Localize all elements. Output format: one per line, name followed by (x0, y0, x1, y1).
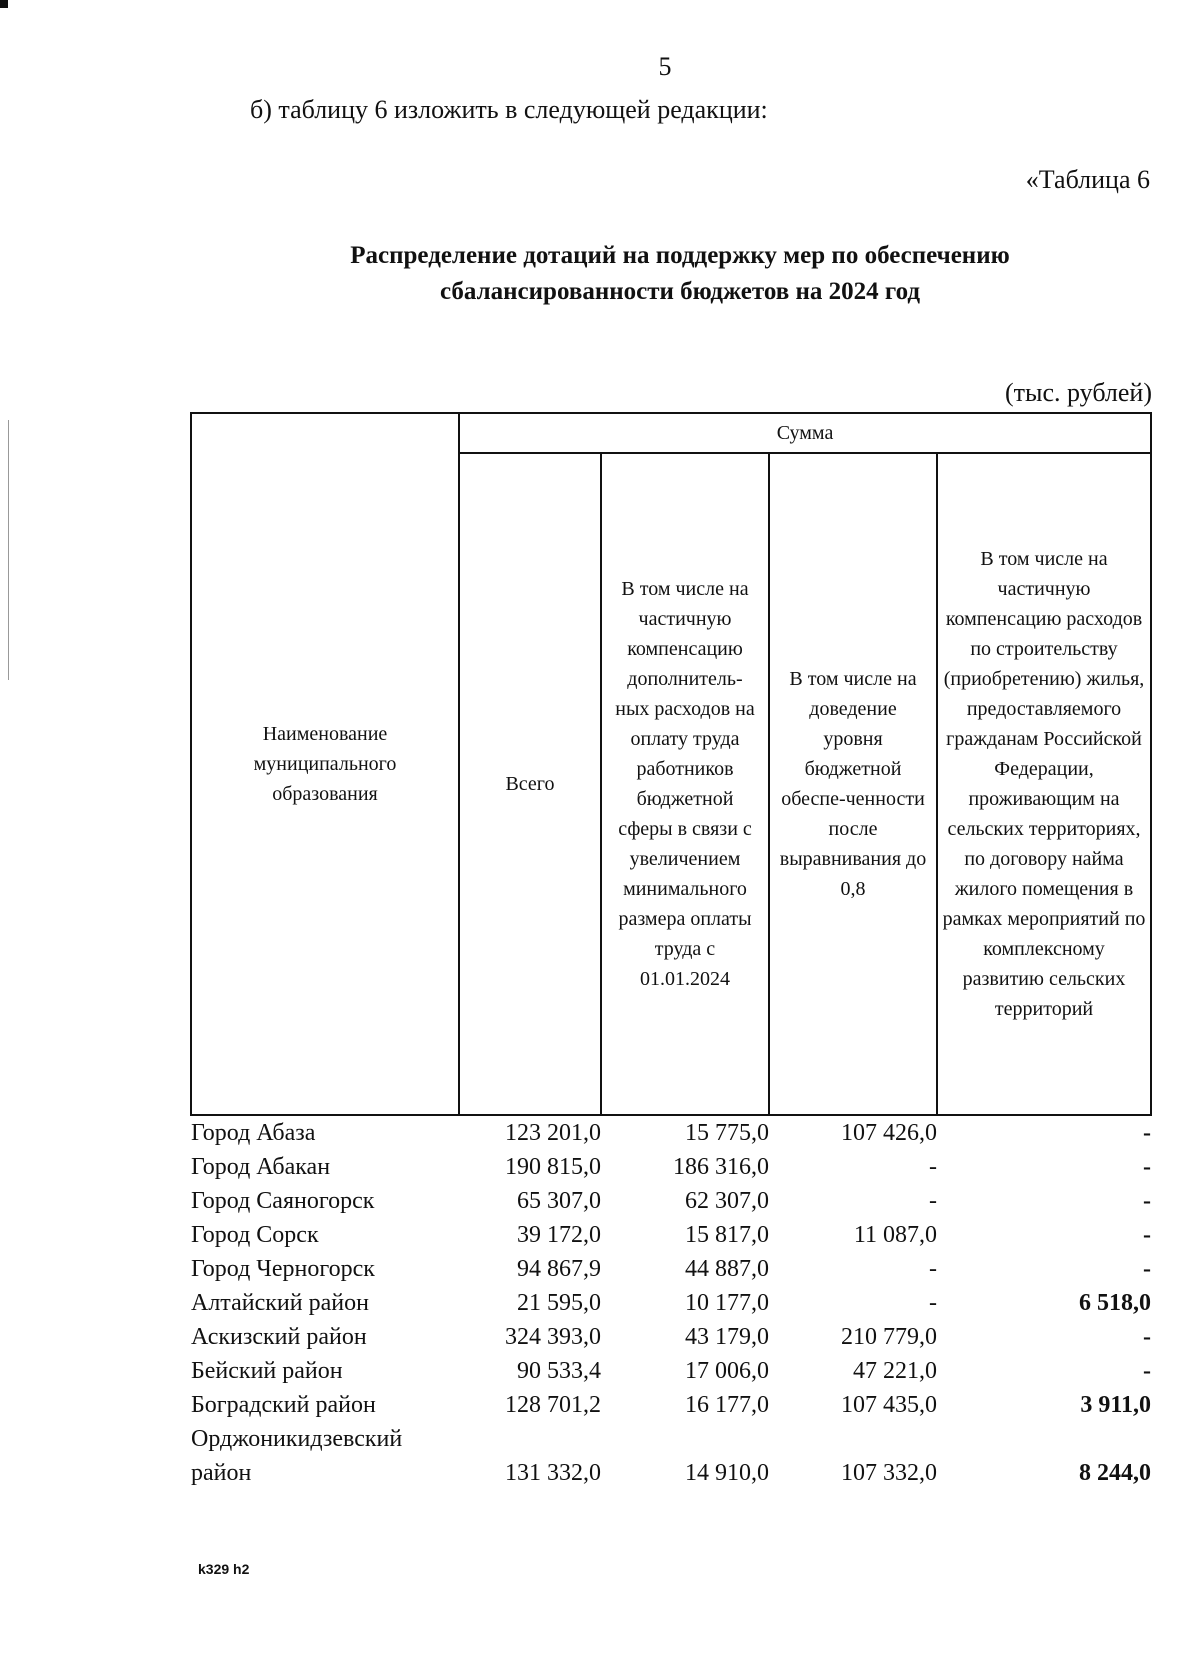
row-wages: 43 179,0 (685, 1324, 769, 1350)
row-housing: - (1143, 1358, 1152, 1384)
row-name: Город Черногорск (191, 1256, 375, 1282)
row-equalization: - (929, 1256, 937, 1282)
table-row (191, 1218, 1151, 1252)
row-name: Орджоникидзевский район (191, 1426, 403, 1486)
row-housing: - (1143, 1188, 1152, 1214)
row-housing: - (1143, 1120, 1152, 1146)
title-line-1: Распределение дотаций на поддержку мер по обеспечению (350, 242, 1010, 269)
row-name: Город Абаза (191, 1120, 316, 1146)
table-row (191, 1422, 1151, 1490)
row-wages: 44 887,0 (685, 1256, 769, 1282)
row-total: 94 867,9 (517, 1256, 601, 1282)
row-wages: 17 006,0 (685, 1358, 769, 1384)
row-name: Алтайский район (191, 1290, 369, 1316)
row-wages: 15 775,0 (685, 1120, 769, 1146)
row-housing: 3 911,0 (1080, 1392, 1152, 1418)
row-name: Город Сорск (191, 1222, 319, 1248)
row-housing: - (1143, 1222, 1152, 1248)
row-wages: 16 177,0 (685, 1392, 769, 1418)
footer-code: k329 h2 (198, 1561, 250, 1577)
header-municipality: Наименование муниципального образования (191, 413, 459, 1115)
table-row (191, 1354, 1151, 1388)
row-housing: 6 518,0 (1079, 1290, 1152, 1316)
row-equalization: 11 087,0 (853, 1222, 937, 1248)
row-total: 39 172,0 (517, 1222, 601, 1248)
table-row (191, 1150, 1151, 1184)
row-equalization: 107 435,0 (841, 1392, 937, 1418)
header-total: Всего (459, 453, 601, 1115)
table-row (191, 1320, 1151, 1354)
row-wages: 62 307,0 (685, 1188, 769, 1214)
row-total: 324 393,0 (505, 1324, 601, 1350)
row-total: 128 701,2 (505, 1392, 601, 1418)
budget-table (190, 412, 1152, 1490)
title-line-2: сбалансированности бюджетов на 2024 год (439, 278, 921, 305)
row-total: 90 533,4 (517, 1358, 601, 1384)
row-total: 123 201,0 (505, 1120, 601, 1146)
table-row (191, 1184, 1151, 1218)
document-title (180, 238, 1180, 310)
row-equalization: - (929, 1188, 937, 1214)
table-row (191, 1286, 1151, 1320)
units-label: (тыс. рублей) (1004, 378, 1152, 407)
row-wages: 15 817,0 (685, 1222, 769, 1248)
row-equalization: - (929, 1154, 937, 1180)
row-equalization: 210 779,0 (841, 1324, 937, 1350)
header-equalization: В том числе на доведение уровня бюджетной обеспе-ченности после выравнивания до 0,8 (769, 453, 937, 1115)
row-wages: 10 177,0 (685, 1290, 769, 1316)
row-equalization: 107 426,0 (841, 1120, 937, 1146)
header-wages: В том числе на частичную компенсацию дополнитель-ных расходов на оплату труда работников бюджетной сферы в связи с увеличением минимального размера оплаты труда с 01.01.2024 (601, 453, 769, 1115)
table-label: «Таблица 6 (1025, 165, 1150, 194)
table-row (191, 1115, 1151, 1150)
page-number: 5 (658, 52, 672, 81)
table-row (191, 1252, 1151, 1286)
row-name: Боградский район (191, 1392, 376, 1418)
row-total: 21 595,0 (517, 1290, 601, 1316)
row-total: 190 815,0 (505, 1154, 601, 1180)
row-equalization: 107 332,0 (841, 1460, 937, 1486)
row-name: Аскизский район (191, 1324, 367, 1350)
header-sum: Сумма (459, 413, 1151, 453)
table-row (191, 1388, 1151, 1422)
header-housing: В том числе на частичную компенсацию расходов по строительству (приобретению) жилья, предоставляемого гражданам Российской Федерации, проживающим на сельских территориях, по договору найма жилого помещения в рамках мероприятий по комплексному развитию сельских территорий (937, 453, 1151, 1115)
intro-line: б) таблицу 6 изложить в следующей редакции: (250, 95, 768, 124)
row-wages: 186 316,0 (673, 1154, 769, 1180)
row-equalization: 47 221,0 (853, 1358, 937, 1384)
row-total: 65 307,0 (517, 1188, 601, 1214)
row-name: Город Абакан (191, 1154, 331, 1180)
row-name: Город Саяногорск (191, 1188, 375, 1214)
row-housing: - (1143, 1154, 1152, 1180)
row-housing: - (1143, 1256, 1152, 1282)
scan-corner-mark (0, 0, 8, 8)
scan-edge-line (8, 420, 9, 680)
row-wages: 14 910,0 (685, 1460, 769, 1486)
row-name: Бейский район (191, 1358, 343, 1384)
row-equalization: - (929, 1290, 937, 1316)
row-housing: 8 244,0 (1079, 1460, 1152, 1486)
row-housing: - (1143, 1324, 1152, 1350)
row-total: 131 332,0 (505, 1460, 601, 1486)
